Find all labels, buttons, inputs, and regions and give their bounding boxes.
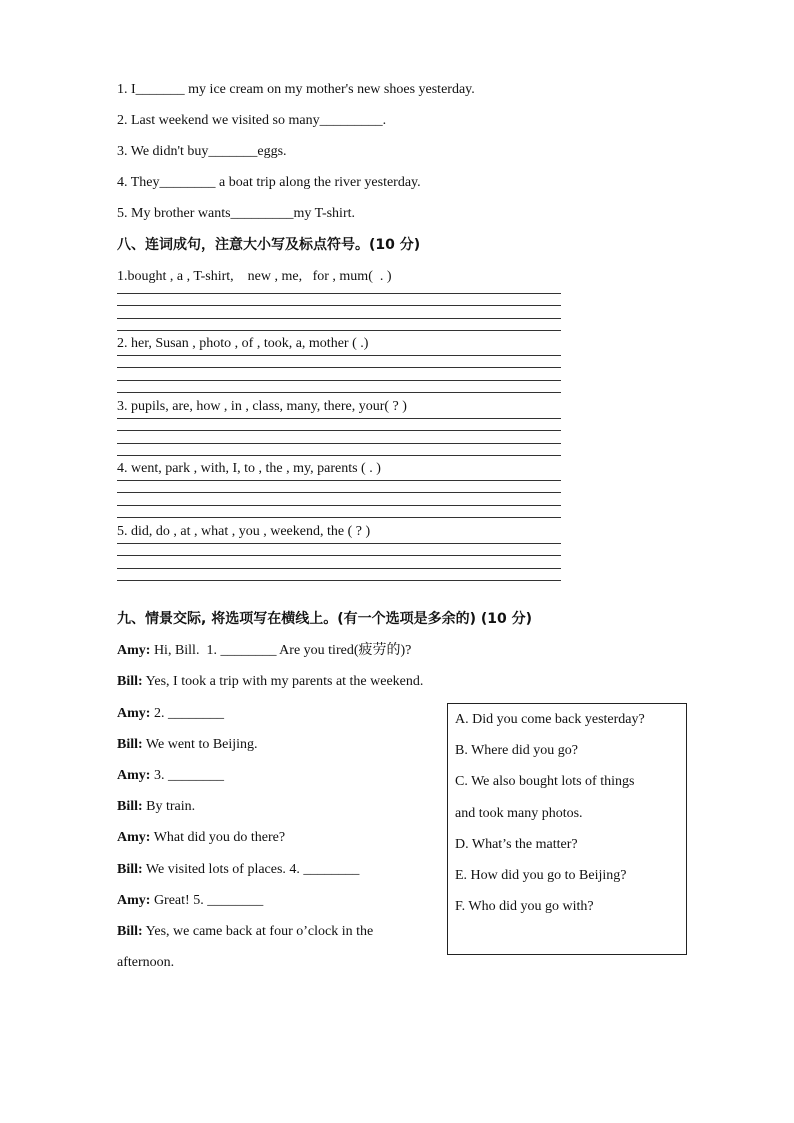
option-e: E. How did you go to Beijing?: [455, 868, 627, 883]
dialogue-text: Hi, Bill. 1. ________ Are you tired(疲劳的)?: [153, 643, 412, 658]
dialogue-text: 3. ________: [153, 768, 224, 783]
fill-blank-item-5: 5. My brother wants_________my T-shirt.: [117, 206, 355, 221]
dialogue-text: We visited lots of places. 4. ________: [145, 862, 360, 877]
speaker: Bill:: [117, 799, 143, 814]
option-d: D. What’s the matter?: [455, 837, 578, 852]
speaker: Bill:: [117, 674, 143, 689]
dialogue-line-4: [117, 736, 258, 754]
sentence-item-4: 4. went, park , with, I, to , the , my, parents ( . ): [117, 461, 381, 476]
option-a: A. Did you come back yesterday?: [455, 712, 645, 727]
speaker: Bill:: [117, 924, 143, 939]
dialogue-line-2: [117, 673, 423, 691]
dialogue-line-1: [117, 642, 411, 660]
dialogue-text: 2. ________: [153, 706, 224, 721]
option-c-continued: and took many photos.: [455, 806, 583, 821]
fill-blank-item-2: 2. Last weekend we visited so many_________.: [117, 113, 387, 128]
dialogue-text: By train.: [146, 799, 196, 814]
dialogue-line-6: [117, 798, 195, 816]
sentence-item-2: 2. her, Susan , photo , of , took, a, mother ( .): [117, 336, 369, 351]
sentence-item-1: 1.bought , a , T-shirt, new , me, for , mum( . ): [117, 269, 392, 284]
speaker: Amy:: [117, 706, 151, 721]
dialogue-line-8: [117, 861, 359, 879]
option-b: B. Where did you go?: [455, 743, 578, 758]
dialogue-text: Great! 5. ________: [153, 893, 264, 908]
dialogue-text: We went to Beijing.: [145, 737, 258, 752]
speaker: Amy:: [117, 893, 151, 908]
option-f: F. Who did you go with?: [455, 899, 594, 914]
section-8-title: 八、连词成句，注意大小写及标点符号。(10 分): [117, 237, 421, 253]
speaker: Amy:: [117, 768, 151, 783]
option-c: C. We also bought lots of things: [455, 774, 635, 789]
dialogue-line-3: [117, 705, 224, 723]
section-9-title: 九、情景交际, 将选项写在横线上。(有一个选项是多余的) (10 分): [117, 611, 533, 627]
fill-blank-item-4: 4. They________ a boat trip along the river yesterday.: [117, 175, 421, 190]
fill-blank-item-3: 3. We didn't buy_______eggs.: [117, 144, 287, 159]
speaker: Amy:: [117, 830, 151, 845]
dialogue-line-5: [117, 767, 224, 785]
dialogue-line-9: [117, 892, 263, 910]
dialogue-text: What did you do there?: [153, 830, 286, 845]
sentence-item-3: 3. pupils, are, how , in , class, many, there, your( ? ): [117, 399, 407, 414]
dialogue-text: Yes, we came back at four o’clock in the: [145, 924, 374, 939]
speaker: Amy:: [117, 643, 151, 658]
speaker: Bill:: [117, 737, 143, 752]
dialogue-text: Yes, I took a trip with my parents at the weekend.: [145, 674, 424, 689]
sentence-item-5: 5. did, do , at , what , you , weekend, the ( ? ): [117, 524, 371, 539]
dialogue-line-11: [117, 954, 174, 972]
fill-blank-item-1: 1. I_______ my ice cream on my mother's new shoes yesterday.: [117, 82, 475, 97]
dialogue-text: afternoon.: [117, 955, 175, 970]
dialogue-line-10: [117, 923, 373, 941]
options-box: [447, 703, 687, 955]
speaker: Bill:: [117, 862, 143, 877]
dialogue-line-7: [117, 829, 285, 847]
